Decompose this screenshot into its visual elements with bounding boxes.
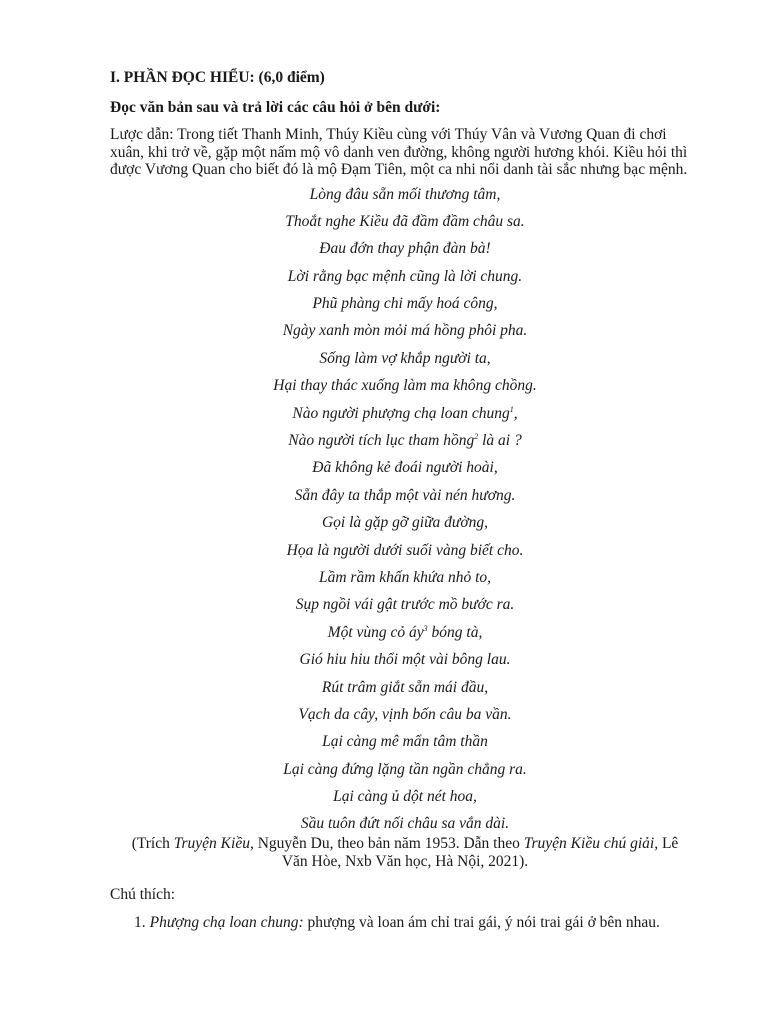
poem-line: Ngày xanh mòn mỏi má hồng phôi pha. <box>282 322 528 340</box>
poem-line: Sầu tuôn đứt nối châu sa vắn dài. <box>300 815 510 833</box>
poem-line <box>110 427 700 454</box>
poem-line: Lòng đâu sẵn mối thương tâm, <box>309 185 501 203</box>
poem-line: Gọi là gặp gỡ giữa đường, <box>321 514 489 532</box>
footnote-mark: 1 <box>509 404 514 414</box>
poem-line: Phũ phàng chi mấy hoá công, <box>312 295 498 313</box>
citation-rest: Lê Văn Hòe, Nxb Văn học, Hà Nội, 2021). <box>281 834 679 870</box>
instruction-text: Đọc văn bản sau và trả lời các câu hỏi ở bên dưới: <box>110 99 441 116</box>
poem-line-text: Nào người tích lục tham hồng <box>288 432 475 450</box>
poem-line: Vạch da cây, vịnh bốn câu ba vần. <box>298 705 512 723</box>
summary-paragraph: Lược dẫn: Trong tiết Thanh Minh, Thúy Kiều cùng với Thúy Vân và Vương Quan đi chơi xuân, khi trở về, gặp một nấm mộ vô danh ven đường, không người hương khói. Kiều hỏi thì được Vương Quan cho biết đó là mộ Đạm Tiên, một ca nhi nổi danh tài sắc nhưng bạc mệnh. <box>110 126 688 178</box>
poem-line: Thoắt nghe Kiều đã đầm đầm châu sa. <box>285 212 525 230</box>
notes-title: Chú thích: <box>110 885 176 903</box>
poem-line-suffix: là ai ? <box>478 432 522 450</box>
note-definition: phượng và loan ám chỉ trai gái, ý nói trai gái ở bên nhau. <box>303 913 660 931</box>
poem-line: Lại càng đứng lặng tần ngần chẳng ra. <box>283 760 527 778</box>
poem-line: Đau đớn thay phận đàn bà! <box>319 240 491 258</box>
poem-line: Họa là người dưới suối vàng biết cho. <box>286 541 524 559</box>
poem-line: Sụp ngồi vái gật trước mồ bước ra. <box>295 596 515 614</box>
poem-line: Lời rằng bạc mệnh cũng là lời chung. <box>287 267 523 285</box>
section-title: I. PHẦN ĐỌC HIỂU: (6,0 điểm) <box>110 69 325 86</box>
citation-middle: , Nguyễn Du, theo bản năm 1953. Dẫn theo <box>249 834 524 852</box>
poem-line: Gió hiu hiu thổi một vài bông lau. <box>299 651 511 669</box>
poem-line: Lầm rầm khấn khứa nhỏ to, <box>318 568 492 586</box>
poem-line: Sống làm vợ khắp người ta, <box>319 349 491 367</box>
note-term: Phượng chạ loan chung: <box>149 913 304 931</box>
poem-line: Đã không kẻ đoái người hoài, <box>312 459 498 477</box>
poem-line: Hại thay thác xuống làm ma không chồng. <box>273 377 537 395</box>
footnote-mark: 2 <box>474 432 479 442</box>
poem-line: Rút trâm giắt sẵn mái đầu, <box>321 678 489 696</box>
note-number: 1. <box>134 913 146 931</box>
poem-line-suffix: bóng tà, <box>427 623 483 641</box>
footnote-mark: 3 <box>423 623 428 633</box>
document-page <box>110 68 700 933</box>
citation-open: (Trích <box>131 834 174 852</box>
note-item <box>110 913 700 933</box>
poem-line: Lại càng ủ dột nét hoa, <box>333 788 477 806</box>
poem-line-suffix: , <box>513 404 518 422</box>
notes-list <box>110 913 700 933</box>
poem-line: Lại càng mê mẩn tâm thần <box>322 733 488 751</box>
source-citation <box>120 835 690 871</box>
poem-line-text: Một vùng cỏ áy <box>327 623 424 641</box>
poem-line <box>110 619 700 646</box>
citation-source-title: Truyện Kiều chú giải, <box>523 834 659 852</box>
poem-line <box>110 400 700 427</box>
poem-excerpt <box>110 181 700 838</box>
citation-work-title: Truyện Kiều <box>173 834 250 852</box>
poem-line: Sẵn đây ta thắp một vài nén hương. <box>294 486 516 504</box>
poem-line-text: Nào người phượng chạ loan chung <box>292 404 510 422</box>
